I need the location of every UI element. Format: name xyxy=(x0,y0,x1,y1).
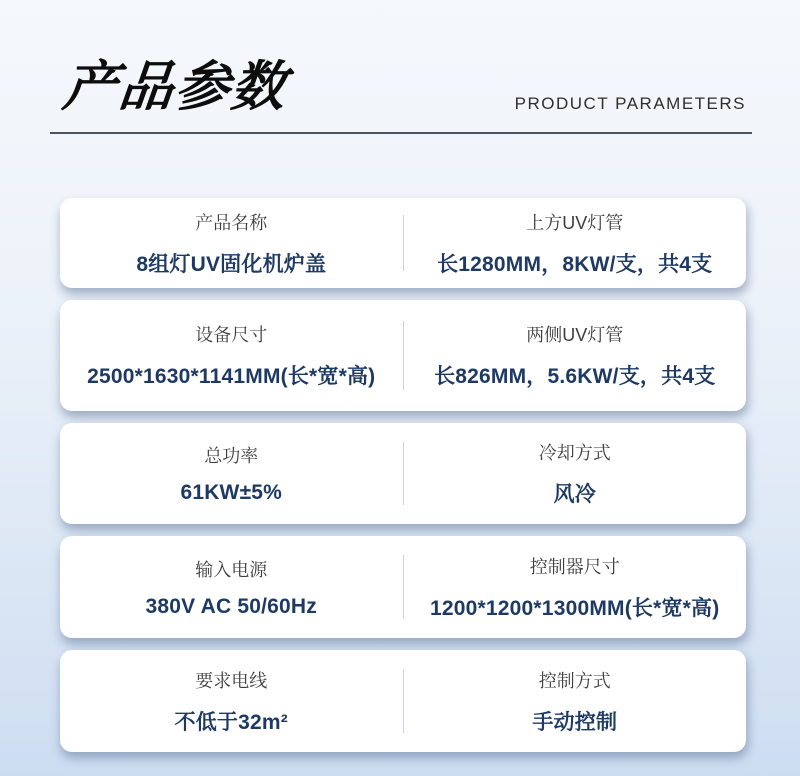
spec-label: 产品名称 xyxy=(195,212,268,233)
spec-value: 长1280MM，8KW/支，共4支 xyxy=(437,252,713,276)
spec-value: 风冷 xyxy=(553,483,596,507)
spec-value: 长826MM，5.6KW/支，共4支 xyxy=(434,365,716,389)
spec-label: 冷却方式 xyxy=(538,443,611,464)
spec-cell-left xyxy=(60,536,403,638)
spec-cell-left xyxy=(60,300,403,411)
spec-cell-right xyxy=(404,300,747,411)
spec-row-total-power xyxy=(60,423,746,524)
spec-label: 控制方式 xyxy=(538,670,611,691)
spec-cell-left xyxy=(60,650,403,752)
spec-cell-left xyxy=(60,198,403,288)
spec-value: 380V AC 50/60Hz xyxy=(145,594,317,618)
spec-label: 两侧UV灯管 xyxy=(526,325,624,346)
page-subtitle: PRODUCT PARAMETERS xyxy=(514,94,746,114)
spec-label: 输入电源 xyxy=(195,559,268,580)
spec-value: 2500*1630*1141MM(长*宽*高) xyxy=(87,365,376,389)
spec-value: 1200*1200*1300MM(长*宽*高) xyxy=(430,596,720,620)
spec-value: 手动控制 xyxy=(532,710,618,734)
page-header xyxy=(0,0,800,118)
spec-row-input-power xyxy=(60,536,746,638)
spec-cell-right xyxy=(404,423,747,524)
page-title: 产品参数 xyxy=(60,57,291,117)
spec-value: 61KW±5% xyxy=(180,481,283,505)
spec-value: 8组灯UV固化机炉盖 xyxy=(136,252,327,276)
spec-cell-right xyxy=(404,650,747,752)
spec-row-wire-requirement xyxy=(60,650,746,752)
spec-row-product-name xyxy=(60,198,746,288)
spec-cell-left xyxy=(60,423,403,524)
spec-label: 总功率 xyxy=(204,446,259,467)
spec-label: 设备尺寸 xyxy=(195,325,268,346)
spec-card-list xyxy=(60,198,746,752)
spec-cell-right xyxy=(404,536,747,638)
title-underline xyxy=(50,132,752,134)
spec-cell-right xyxy=(404,198,747,288)
spec-row-device-size xyxy=(60,300,746,411)
spec-value: 不低于32m² xyxy=(174,710,288,734)
spec-label: 要求电线 xyxy=(195,670,268,691)
spec-label: 上方UV灯管 xyxy=(526,212,624,233)
spec-label: 控制器尺寸 xyxy=(529,556,620,577)
